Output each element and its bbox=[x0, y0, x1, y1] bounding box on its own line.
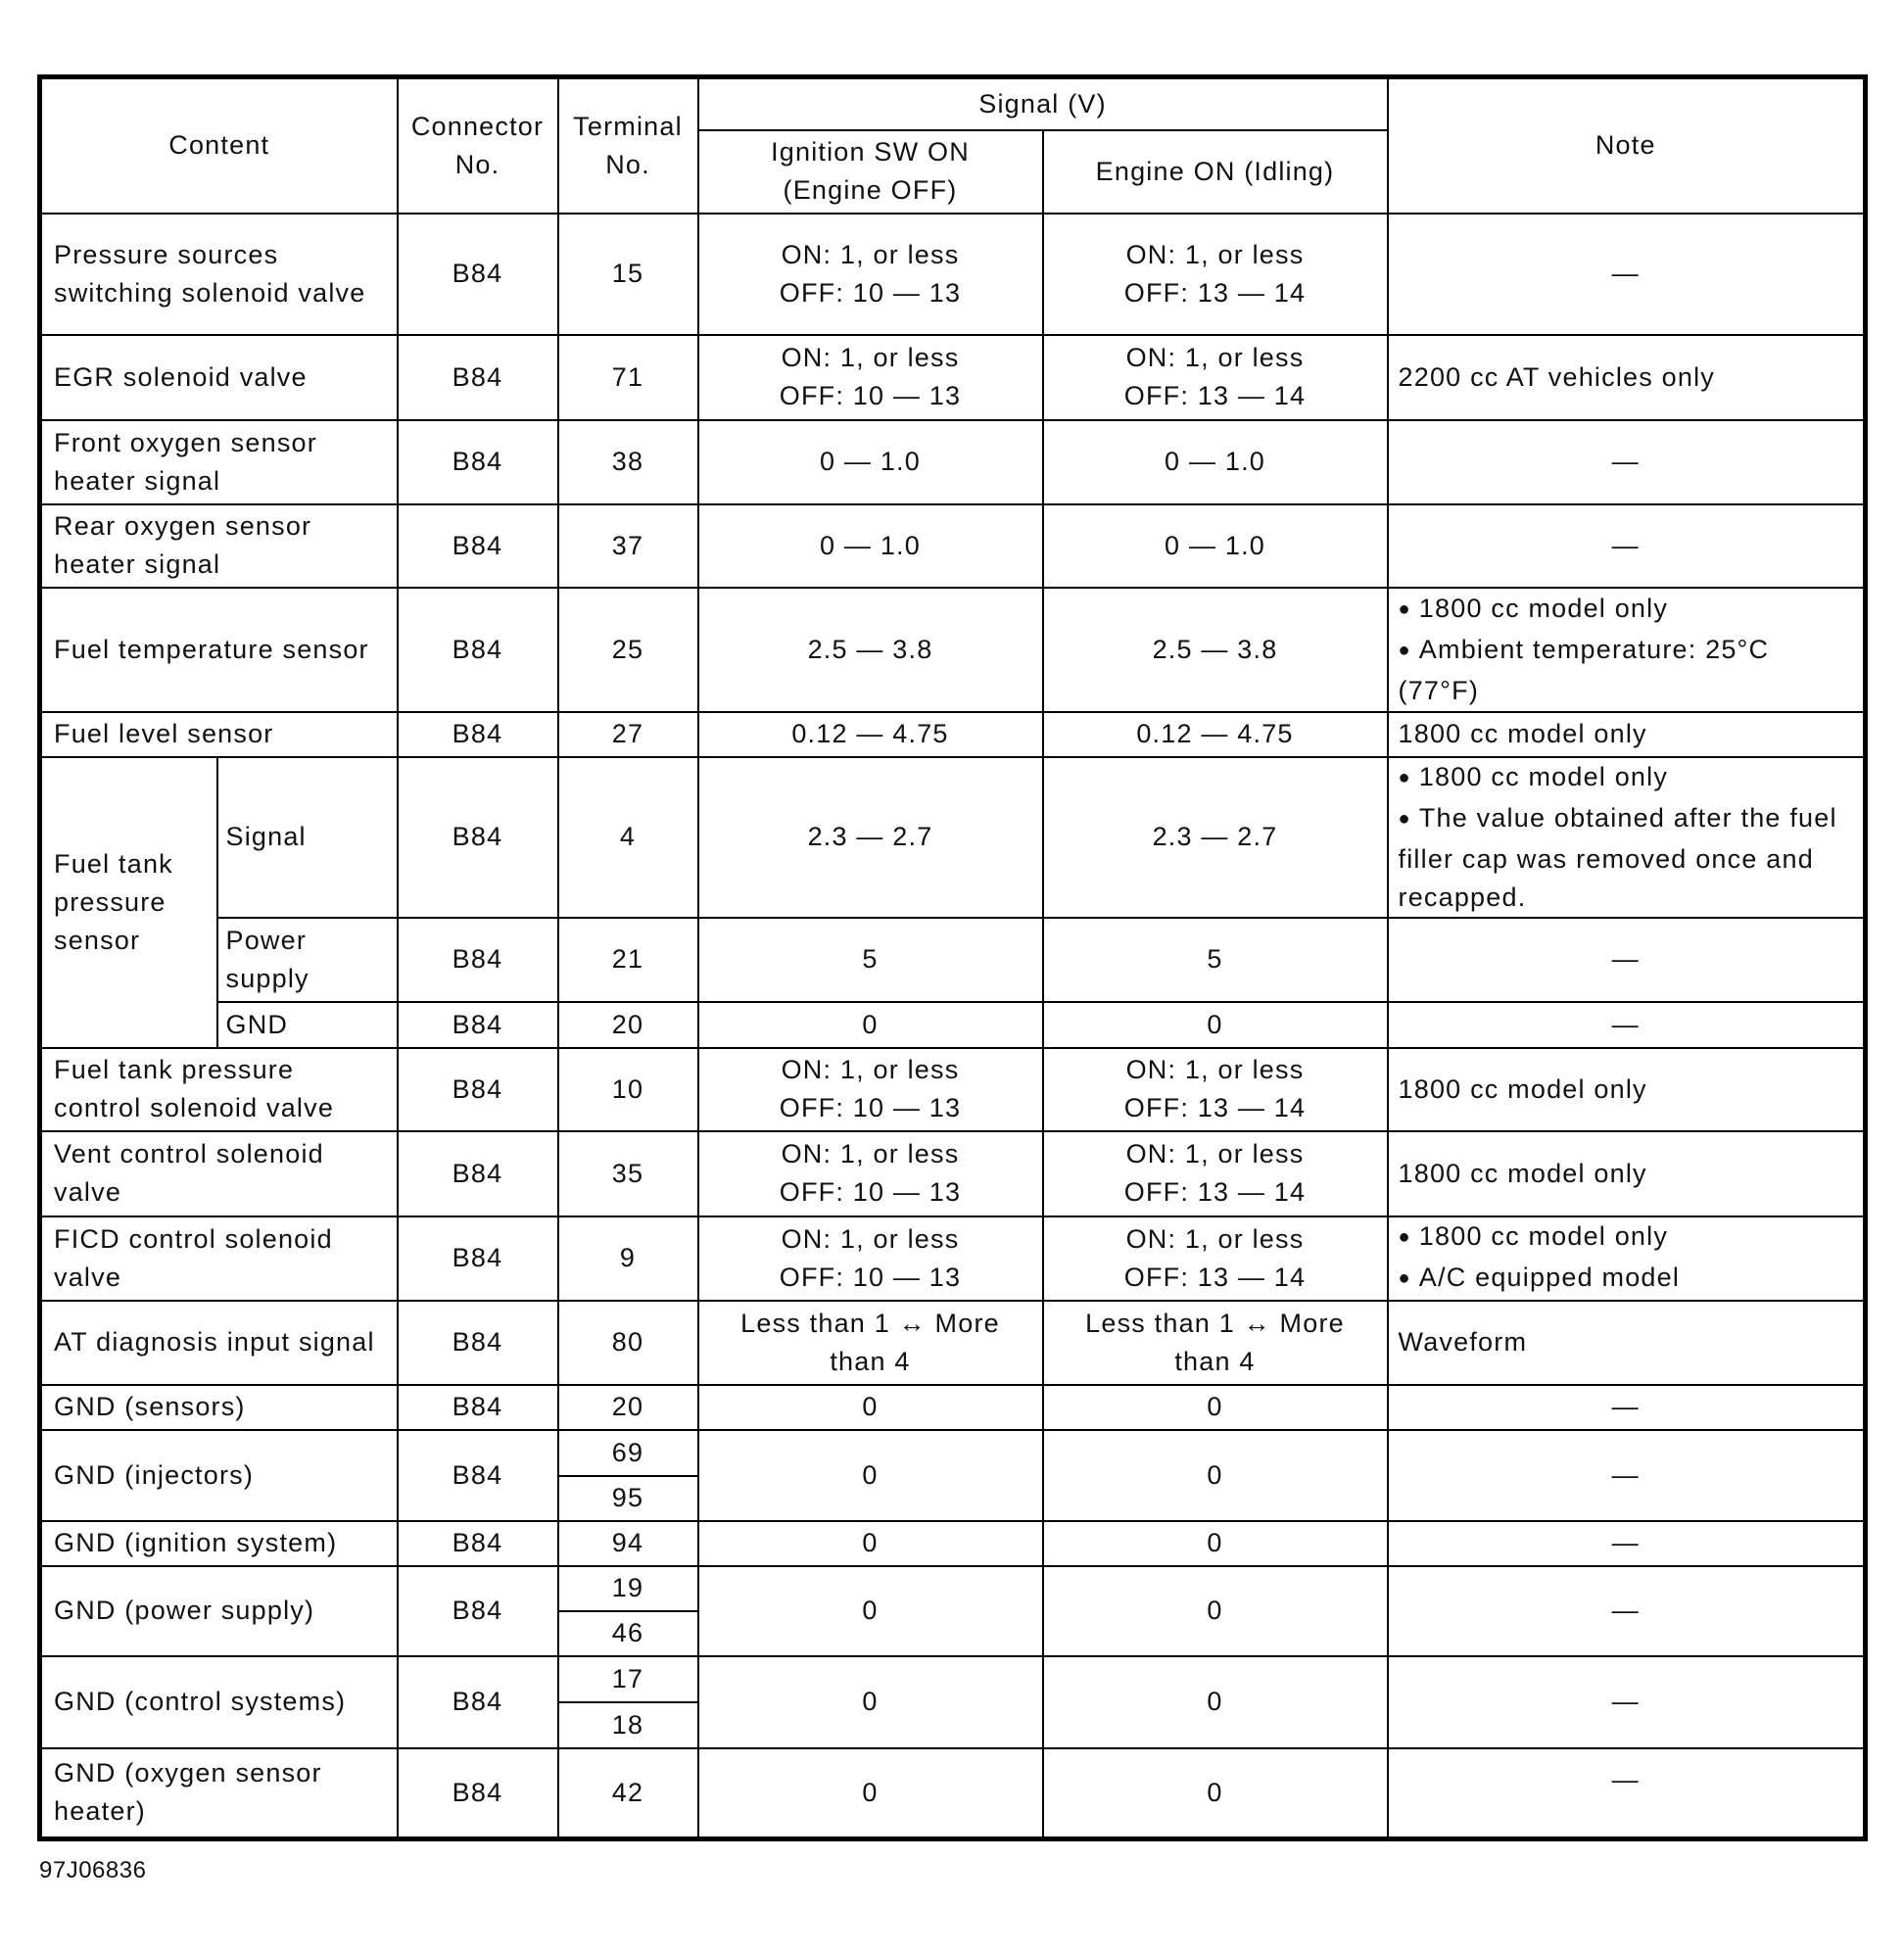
note-bullet bbox=[1399, 758, 1852, 799]
connector-cell: B84 bbox=[398, 1748, 558, 1839]
note-cell: — bbox=[1388, 918, 1866, 1002]
note-cell: 1800 cc model only bbox=[1388, 712, 1866, 757]
terminal-cell: 17 bbox=[558, 1656, 698, 1702]
engine-on-cell: 0 bbox=[1043, 1656, 1388, 1748]
note-cell bbox=[1388, 588, 1866, 712]
ign-sw-on-cell: 0 bbox=[698, 1002, 1043, 1048]
connector-cell: B84 bbox=[398, 1301, 558, 1385]
note-cell: — bbox=[1388, 214, 1866, 335]
content-cell: Fuel level sensor bbox=[40, 712, 398, 757]
terminal-cell: 42 bbox=[558, 1748, 698, 1839]
content-cell: GND (oxygen sensor heater) bbox=[40, 1748, 398, 1839]
content-cell: AT diagnosis input signal bbox=[40, 1301, 398, 1385]
table-row bbox=[40, 1656, 1866, 1702]
ign-sw-on-cell: 0 bbox=[698, 1430, 1043, 1521]
engine-on-cell: ON: 1, or less OFF: 13 — 14 bbox=[1043, 1048, 1388, 1131]
ign-sw-on-cell: 0 — 1.0 bbox=[698, 420, 1043, 504]
connector-cell: B84 bbox=[398, 588, 558, 712]
note-bullet bbox=[1399, 1259, 1852, 1300]
content-cell: Pressure sources switching solenoid valve bbox=[40, 214, 398, 335]
note-cell: Waveform bbox=[1388, 1301, 1866, 1385]
connector-cell: B84 bbox=[398, 1131, 558, 1216]
note-cell: — bbox=[1388, 1385, 1866, 1430]
content-cell: Front oxygen sensor heater signal bbox=[40, 420, 398, 504]
note-cell bbox=[1388, 757, 1866, 918]
terminal-cell: 18 bbox=[558, 1702, 698, 1748]
content-cell: Fuel tank pressure control solenoid valve bbox=[40, 1048, 398, 1131]
engine-on-cell: ON: 1, or less OFF: 13 — 14 bbox=[1043, 214, 1388, 335]
terminal-cell: 19 bbox=[558, 1566, 698, 1611]
note-cell: 1800 cc model only bbox=[1388, 1048, 1866, 1131]
table-row bbox=[40, 918, 1866, 1002]
ign-sw-on-cell: ON: 1, or less OFF: 10 — 13 bbox=[698, 1216, 1043, 1301]
note-cell: — bbox=[1388, 1748, 1866, 1839]
terminal-cell: 69 bbox=[558, 1430, 698, 1476]
terminal-cell: 9 bbox=[558, 1216, 698, 1301]
sub-content-cell: Power supply bbox=[217, 918, 398, 1002]
terminal-cell: 95 bbox=[558, 1476, 698, 1521]
table-row bbox=[40, 1131, 1866, 1216]
terminal-cell: 38 bbox=[558, 420, 698, 504]
ign-sw-on-cell: 2.5 — 3.8 bbox=[698, 588, 1043, 712]
engine-on-cell: 5 bbox=[1043, 918, 1388, 1002]
header-ign-sw-on: Ignition SW ON (Engine OFF) bbox=[698, 130, 1043, 214]
terminal-cell: 80 bbox=[558, 1301, 698, 1385]
header-engine-on: Engine ON (Idling) bbox=[1043, 130, 1388, 214]
note-bullet bbox=[1399, 799, 1852, 917]
ign-sw-on-cell: 0 bbox=[698, 1521, 1043, 1566]
terminal-cell: 94 bbox=[558, 1521, 698, 1566]
ign-sw-on-cell: 0 — 1.0 bbox=[698, 504, 1043, 588]
table-row bbox=[40, 757, 1866, 918]
engine-on-cell: 0 bbox=[1043, 1521, 1388, 1566]
note-cell: — bbox=[1388, 1566, 1866, 1656]
content-cell: GND (injectors) bbox=[40, 1430, 398, 1521]
note-bullet-text: Ambient temperature: 25°C (77°F) bbox=[1398, 634, 1770, 705]
table-row bbox=[40, 1566, 1866, 1611]
header-terminal-label: Terminal No. bbox=[573, 111, 683, 179]
terminal-cell: 37 bbox=[558, 504, 698, 588]
table-row bbox=[40, 420, 1866, 504]
table-row bbox=[40, 1748, 1866, 1839]
engine-on-cell: 0 bbox=[1043, 1748, 1388, 1839]
note-bullet bbox=[1399, 590, 1852, 631]
terminal-cell: 20 bbox=[558, 1002, 698, 1048]
ign-sw-on-cell: Less than 1 ↔ More than 4 bbox=[698, 1301, 1043, 1385]
connector-cell: B84 bbox=[398, 1521, 558, 1566]
header-connector-label: Connector No. bbox=[410, 111, 545, 179]
engine-on-cell: Less than 1 ↔ More than 4 bbox=[1043, 1301, 1388, 1385]
note-cell: — bbox=[1388, 1002, 1866, 1048]
note-bullet bbox=[1399, 1217, 1852, 1259]
terminal-cell: 4 bbox=[558, 757, 698, 918]
content-cell: Rear oxygen sensor heater signal bbox=[40, 504, 398, 588]
ign-sw-on-cell: 5 bbox=[698, 918, 1043, 1002]
connector-cell: B84 bbox=[398, 918, 558, 1002]
ign-sw-on-cell: ON: 1, or less OFF: 10 — 13 bbox=[698, 214, 1043, 335]
note-cell: 1800 cc model only bbox=[1388, 1131, 1866, 1216]
note-cell bbox=[1388, 1216, 1866, 1301]
ign-sw-on-cell: 0 bbox=[698, 1566, 1043, 1656]
note-cell: 2200 cc AT vehicles only bbox=[1388, 335, 1866, 420]
engine-on-cell: 0 bbox=[1043, 1385, 1388, 1430]
terminal-cell: 25 bbox=[558, 588, 698, 712]
engine-on-cell: 0 — 1.0 bbox=[1043, 504, 1388, 588]
table-row bbox=[40, 214, 1866, 335]
terminal-cell: 21 bbox=[558, 918, 698, 1002]
engine-on-cell: 0 bbox=[1043, 1566, 1388, 1656]
connector-cell: B84 bbox=[398, 420, 558, 504]
ign-sw-on-cell: ON: 1, or less OFF: 10 — 13 bbox=[698, 335, 1043, 420]
terminal-cell: 46 bbox=[558, 1611, 698, 1656]
table-row bbox=[40, 712, 1866, 757]
ign-sw-on-cell: 0 bbox=[698, 1385, 1043, 1430]
connector-cell: B84 bbox=[398, 757, 558, 918]
sub-content-cell: Signal bbox=[217, 757, 398, 918]
ign-sw-on-cell: 2.3 — 2.7 bbox=[698, 757, 1043, 918]
terminal-cell: 20 bbox=[558, 1385, 698, 1430]
figure-id: 97J06836 bbox=[39, 1857, 147, 1883]
connector-cell: B84 bbox=[398, 1656, 558, 1748]
content-cell: Fuel tank pressure sensor bbox=[40, 757, 217, 1048]
connector-cell: B84 bbox=[398, 335, 558, 420]
header-content: Content bbox=[40, 77, 398, 214]
terminal-cell: 35 bbox=[558, 1131, 698, 1216]
note-bullet-text: 1800 cc model only bbox=[1418, 593, 1669, 623]
content-cell: GND (sensors) bbox=[40, 1385, 398, 1430]
connector-cell: B84 bbox=[398, 1216, 558, 1301]
terminal-cell: 27 bbox=[558, 712, 698, 757]
header-terminal bbox=[558, 77, 698, 214]
terminal-cell: 15 bbox=[558, 214, 698, 335]
note-cell: — bbox=[1388, 1656, 1866, 1748]
note-bullet-text: A/C equipped model bbox=[1418, 1262, 1681, 1292]
content-cell: Fuel temperature sensor bbox=[40, 588, 398, 712]
table-row bbox=[40, 1430, 1866, 1476]
engine-on-cell: 0 bbox=[1043, 1430, 1388, 1521]
ign-sw-on-cell: 0 bbox=[698, 1748, 1043, 1839]
engine-on-cell: 2.5 — 3.8 bbox=[1043, 588, 1388, 712]
ign-sw-on-cell: ON: 1, or less OFF: 10 — 13 bbox=[698, 1131, 1043, 1216]
connector-cell: B84 bbox=[398, 1430, 558, 1521]
signal-spec-table bbox=[37, 74, 1868, 1841]
connector-cell: B84 bbox=[398, 504, 558, 588]
content-cell: FICD control solenoid valve bbox=[40, 1216, 398, 1301]
connector-cell: B84 bbox=[398, 1566, 558, 1656]
connector-cell: B84 bbox=[398, 1385, 558, 1430]
table-row bbox=[40, 335, 1866, 420]
note-cell: — bbox=[1388, 504, 1866, 588]
note-bullet-text: The value obtained after the fuel filler cap was removed once and recapped. bbox=[1398, 802, 1837, 912]
table-row bbox=[40, 1002, 1866, 1048]
table-row bbox=[40, 588, 1866, 712]
engine-on-cell: ON: 1, or less OFF: 13 — 14 bbox=[1043, 1216, 1388, 1301]
header-signal-group: Signal (V) bbox=[698, 77, 1388, 130]
ign-sw-on-cell: 0 bbox=[698, 1656, 1043, 1748]
table-row bbox=[40, 1385, 1866, 1430]
table-row bbox=[40, 1521, 1866, 1566]
engine-on-cell: 0.12 — 4.75 bbox=[1043, 712, 1388, 757]
table-row bbox=[40, 1216, 1866, 1301]
engine-on-cell: ON: 1, or less OFF: 13 — 14 bbox=[1043, 1131, 1388, 1216]
connector-cell: B84 bbox=[398, 712, 558, 757]
table-row bbox=[40, 504, 1866, 588]
terminal-cell: 10 bbox=[558, 1048, 698, 1131]
ign-sw-on-cell: ON: 1, or less OFF: 10 — 13 bbox=[698, 1048, 1043, 1131]
engine-on-cell: ON: 1, or less OFF: 13 — 14 bbox=[1043, 335, 1388, 420]
sub-content-cell: GND bbox=[217, 1002, 398, 1048]
note-cell: — bbox=[1388, 420, 1866, 504]
engine-on-cell: 0 bbox=[1043, 1002, 1388, 1048]
terminal-cell: 71 bbox=[558, 335, 698, 420]
connector-cell: B84 bbox=[398, 1048, 558, 1131]
note-bullet-text: 1800 cc model only bbox=[1418, 1220, 1669, 1251]
content-cell: GND (control systems) bbox=[40, 1656, 398, 1748]
note-bullet-text: 1800 cc model only bbox=[1418, 761, 1669, 791]
connector-cell: B84 bbox=[398, 1002, 558, 1048]
table-row bbox=[40, 1048, 1866, 1131]
ign-sw-on-cell: 0.12 — 4.75 bbox=[698, 712, 1043, 757]
header-note: Note bbox=[1388, 77, 1866, 214]
header-connector bbox=[398, 77, 558, 214]
note-bullet bbox=[1399, 631, 1852, 710]
note-cell: — bbox=[1388, 1521, 1866, 1566]
content-cell: GND (power supply) bbox=[40, 1566, 398, 1656]
table-row bbox=[40, 1301, 1866, 1385]
content-cell: GND (ignition system) bbox=[40, 1521, 398, 1566]
engine-on-cell: 0 — 1.0 bbox=[1043, 420, 1388, 504]
content-cell: EGR solenoid valve bbox=[40, 335, 398, 420]
engine-on-cell: 2.3 — 2.7 bbox=[1043, 757, 1388, 918]
note-cell: — bbox=[1388, 1430, 1866, 1521]
content-cell: Vent control solenoid valve bbox=[40, 1131, 398, 1216]
connector-cell: B84 bbox=[398, 214, 558, 335]
